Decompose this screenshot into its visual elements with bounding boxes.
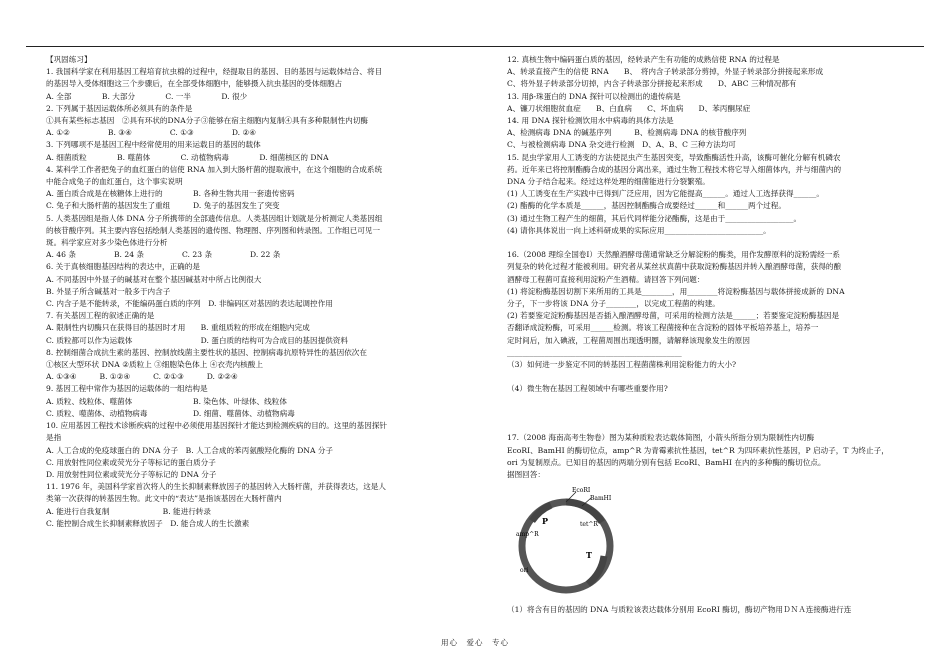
tet-segment (566, 502, 602, 522)
label-ori: ori (520, 567, 529, 574)
left-line: A. 人工合成的免疫球蛋白的 DNA 分子 B. 人工合成的苯丙氨酸羟化酶的 DNA 分子 (46, 445, 334, 455)
left-line: ①核区大型环状 DNA ②质粒上 ③细胞染色体上 ④衣壳内核酸上 (46, 360, 263, 370)
right-line: (2) 酯酶的化学本质是______，基因控制酯酶合成要经过______和______两个过程。 (507, 201, 786, 211)
left-line: A. ①③④ B. ①②④ C. ②①③ D. ②②④ (46, 372, 238, 382)
left-line: A. 蛋白质合成是在核糖体上进行的 B. 各种生物共用一套遗传密码 (46, 189, 295, 199)
page-footer: 用心 爱心 专心 (441, 638, 509, 647)
right-line: EcoRI、BamHI 的酶切位点，amp^R 为青霉素抗性基因，tet^R 为四环素抗性基因，P 启动子，T 为终止子， (507, 445, 889, 455)
right-line: A、镰刀状细胞贫血症 B、白血病 C、坏血病 D、苯丙酮尿症 (507, 103, 751, 113)
right-line: 16.（2008 理综全国卷Ⅰ）天然酿酒酵母菌通常缺乏分解淀粉的酶类，用作发酵原料的淀粉需经一系 (507, 250, 840, 260)
left-line: 10. 应用基因工程技术诊断疾病的过程中必须使用基因探针才能达到检测疾病的目的。这里的基因探针 (46, 421, 388, 431)
right-line: 定时间后，加入碘液，工程菌周围出现透明圈，请解释该现象发生的原因 (507, 335, 750, 345)
right-column (507, 54, 907, 481)
right-line: (1) 将淀粉酶基因切割下来所用的工具是________，用________将淀粉酶基因与载体拼接成新的 DNA (507, 286, 845, 296)
right-line: C、将外显子转录部分切掉，内含子转录部分拼接起来形成 D、ABC 三种情况都有 (507, 79, 797, 89)
label-bamhi: BamHI (590, 495, 612, 502)
left-line: A. 不同基因中外显子的碱基对在整个基因碱基对中所占比例很大 (46, 274, 262, 284)
left-line: 斑。科学家应对多少染色体进行分析 (46, 238, 168, 248)
right-line (507, 420, 907, 432)
left-line: 3. 下列哪项不是基因工程中经常使用的用来运载目的基因的载体 (46, 140, 261, 150)
left-line: A. 限制性内切酶只在获得目的基因时才用 B. 重组质粒的形成在细胞内完成 (46, 323, 310, 333)
left-line: 5. 人类基因组是指人体 DNA 分子所携带的全部遗传信息。人类基因组计划就是分析测定人类基因组 (46, 213, 383, 223)
label-p: P (542, 516, 549, 526)
right-line (507, 396, 907, 408)
right-line: （3）如何进一步鉴定不同的转基因工程菌菌株利用淀粉能力的大小? (507, 360, 737, 370)
left-line: 4. 某科学工作者把兔子的血红蛋白的信使 RNA 加入到大肠杆菌的提取液中，在这个细胞的合成系统 (46, 164, 383, 174)
left-line: 【巩固练习】 (46, 55, 92, 64)
right-line: 13. 用β-珠蛋白的 DNA 探针可以检测出的遗传病是 (507, 91, 681, 101)
left-line: A. 能进行自我复制 B. 能进行转录 (46, 506, 211, 516)
right-line: 12. 真核生物中编码蛋白质的基因，经转录产生有功能的成熟信使 RNA 的过程是 (507, 55, 780, 64)
right-line: ______________________________________________ (507, 347, 682, 357)
left-column (46, 54, 474, 530)
right-line: 14. 用 DNA 探针检测饮用水中病毒的具体方法是 (507, 116, 674, 126)
left-line: B. 外显子所含碱基对一般多于内含子 (46, 286, 171, 296)
left-line: C. 内含子是不能转录，不能编码蛋白质的序列 D. 非编码区对基因的表达起调控作用 (46, 299, 333, 309)
label-t: T (586, 550, 592, 560)
right-line: 否翻译成淀粉酶，可采用______检测。将该工程菌接种在含淀粉的固体平板培养基上，培养一 (507, 323, 819, 333)
terminator-segment (588, 556, 604, 584)
left-line: 6. 关于真核细胞基因结构的表达中，正确的是 (46, 262, 200, 272)
right-line: A、检测病毒 DNA 的碱基序列 B、检测病毒 DNA 的核苷酸序列 (507, 128, 747, 138)
right-line: 15. 昆虫学家用人工诱变的方法使昆虫产生基因突变，导致酯酶活性升高，该酶可催化分解有机磷农 (507, 152, 841, 162)
left-line: 2. 下列属于基因运载体所必须具有的条件是 (46, 103, 193, 113)
left-line: 的核苷酸序列。其主要内容包括绘制人类基因的遗传图、物理图、序列图和转录图。工作组已可见一 (46, 225, 381, 235)
left-line: C. 用放射性同位素或荧光分子等标记的蛋白质分子 (46, 457, 216, 467)
right-line: A、转录直接产生的信使 RNA B、 将内含子转录部分剪掉，外显子转录部分拼接起来形成 (507, 67, 824, 77)
left-line: 9. 基因工程中常作为基因的运载体的一组结构是 (46, 384, 208, 394)
right-line (507, 371, 907, 383)
right-line (507, 408, 907, 420)
right-line: 据图回答： (507, 469, 545, 479)
left-line: 11. 1976 年，美国科学家首次将人的生长抑制素释放因子的基因转入大肠杆菌，并获得表达，这是人 (46, 482, 386, 492)
left-line: A. 全部 B. 大部分 C. 一半 D. 很少 (46, 91, 248, 101)
left-line: C. 兔子和大肠杆菌的基因发生了重组 D. 兔子的基因发生了突变 (46, 201, 280, 211)
left-line: 中能合成兔子的血红蛋白，这个事实说明 (46, 177, 183, 187)
label-amp: amp^R (516, 531, 539, 538)
label-tet: tet^R (580, 521, 598, 528)
left-line: A. 46 条 B. 24 条 C. 23 条 D. 22 条 (46, 250, 281, 260)
left-line: ①具有某些标志基因 ②具有环状的DNA分子③能够在宿主细胞内复制④具有多种限制性内切酶 (46, 116, 368, 126)
right-line: 17.（2008 海南高考生物卷）图为某种质粒表达载体简图，小箭头所指分别为限制性内切酶 (507, 433, 815, 443)
left-line: 的基因导入受体细胞这三个步骤后，在全部受体细胞中，能够摄入抗虫基因的受体细胞占 (46, 79, 343, 89)
left-line: C. 能控制合成生长抑制素释放因子 D. 能合成人的生长激素 (46, 518, 250, 528)
right-line: 列复杂的转化过程才能被利用。研究者从某丝状真菌中获取淀粉酶基因并转入酿酒酵母菌，获得的酿 (507, 262, 842, 272)
left-line: 是指 (46, 433, 62, 443)
left-line: D. 用放射性同位素或荧光分子等标记的 DNA 分子 (46, 469, 217, 479)
left-line: C. 质粒、噬菌体、动植物病毒 D. 细菌、噬菌体、动植物病毒 (46, 408, 295, 418)
right-line: （4）微生物在基因工程领域中有哪些重要作用? (507, 384, 668, 394)
right-bottom-line: （1）将含有目的基因的 DNA 与质粒该表达载体分别用 EcoRI 酶切，酶切产物用ＤＮＡ连接酶进行连 (507, 605, 852, 614)
left-line: C. 质粒都可以作为运载体 D. 蛋白质的结构可为合成目的基因提供资料 (46, 335, 348, 345)
left-line: 8. 控制细菌合成抗生素的基因、控制放线菌主要性状的基因、控制病毒抗原特异性的基因依次在 (46, 347, 367, 357)
right-line: ori 为复制原点。已知目的基因的两端分别有包括 EcoRI、BamHI 在内的多种酶的酶切位点。 (507, 457, 826, 467)
right-line: 药。近年来已将控制酯酶合成的基因分离出来，通过生物工程技术将它导入细菌体内，并与细菌内的 (507, 164, 842, 174)
right-line (507, 237, 907, 249)
header-rule (26, 46, 924, 47)
left-line: 类第一次获得的转基因生物。此文中的“表达”是指该基因在大肠杆菌内 (46, 494, 282, 504)
left-line: 7. 有关基因工程的叙述正确的是 (46, 311, 155, 321)
right-line: (3) 通过生物工程产生的细菌，其后代同样能分泌酯酶，这是由于__________________。 (507, 213, 802, 223)
right-line: 分子，下一步将该 DNA 分子________，以完成工程菌的构建。 (507, 299, 720, 309)
right-line: (2) 若要鉴定淀粉酶基因是否插入酿酒酵母菌，可采用的检测方法是______；若要鉴定淀粉酶基因是 (507, 311, 840, 321)
label-ecori: EcoRI (572, 487, 591, 494)
right-line: 酒酵母工程菌可直接利用淀粉产生酒精。请回答下列问题： (507, 274, 705, 284)
left-line: A. 细菌质粒 B. 噬菌体 C. 动植物病毒 D. 细菌核区的 DNA (46, 152, 329, 162)
left-line: A. 质粒、线粒体、噬菌体 B. 染色体、叶绿体、线粒体 (46, 396, 287, 406)
plasmid-diagram (506, 486, 628, 604)
right-line: C、与被检测病毒 DNA 杂交进行检测 D、A、B、C 三种方法均可 (507, 140, 736, 150)
left-line: 1. 我国科学家在利用基因工程培育抗虫棉的过程中，经提取目的基因、目的基因与运载体结合、将目 (46, 67, 383, 77)
right-line: (1) 人工诱变在生产实践中已得到广泛应用，因为它能提高______。通过人工选择获得______。 (507, 189, 824, 199)
right-line: (4) 请你具体说出一向上述科研成果的实际应用__________________________。 (507, 225, 771, 235)
right-line: DNA 分子结合起来。经过这样处理的细菌能进行分裂繁殖。 (507, 177, 710, 187)
left-line: A. ①② B. ③④ C. ①③ D. ②④ (46, 128, 257, 138)
